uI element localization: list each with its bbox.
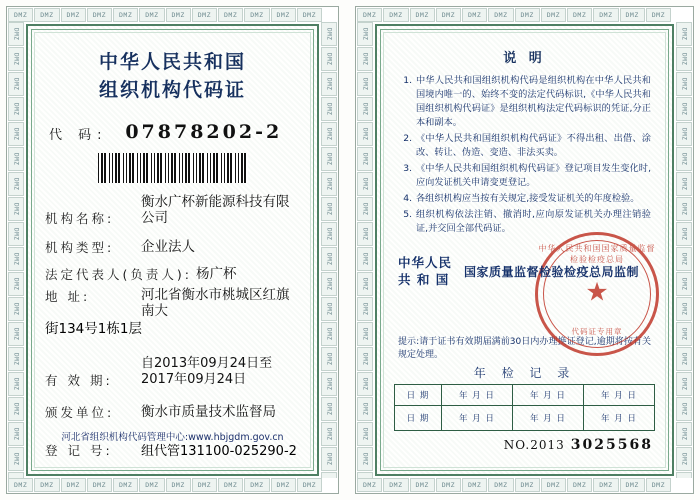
table-header-cell: 年 月 日 [441, 406, 512, 431]
pattern-cell: DMZ [676, 197, 692, 221]
pattern-cell: DMZ [321, 422, 337, 446]
table-header-cell: 年 月 日 [512, 406, 583, 431]
list-item [398, 132, 651, 160]
pattern-cell: DMZ [357, 8, 382, 22]
pattern-cell: DMZ [8, 322, 24, 346]
field-address [45, 287, 300, 320]
seal-bottom-text: 代码证专用章 [571, 327, 623, 336]
list-item-number: 3. [403, 163, 412, 174]
table-header-cell: 年 月 日 [583, 385, 654, 406]
pattern-cell: DMZ [87, 478, 112, 492]
certificate-title-line1: 中华人民共和国 [98, 51, 246, 73]
pattern-cell: DMZ [8, 97, 24, 121]
issuing-authority-value: 衡水市质量技术监督局 [141, 404, 276, 420]
pattern-cell: DMZ [321, 297, 337, 321]
list-item-text: 《中华人民共和国组织机构代码证》不得出租、出借、涂改、转让、伪造、变造、非法买卖。 [416, 133, 651, 158]
registration-number-label: 登 记 号: [45, 443, 113, 458]
pattern-cell: DMZ [676, 397, 692, 421]
website-note: 河北省组织机构代码管理中心:www.hbjgdm.gov.cn [61, 432, 284, 443]
pattern-cell: DMZ [34, 478, 59, 492]
code-row [45, 121, 300, 143]
code-value: 07878202-2 [125, 121, 283, 143]
pattern-cell [357, 472, 373, 478]
pattern-cell: DMZ [321, 122, 337, 146]
annual-inspection-title: 年 检 记 录 [473, 366, 576, 380]
pattern-row-bottom [8, 478, 337, 492]
pattern-cell [8, 472, 24, 478]
pattern-cell: DMZ [357, 147, 373, 171]
pattern-cell: DMZ [357, 272, 373, 296]
code-label: 代 码: [49, 128, 108, 143]
pattern-cell: DMZ [271, 8, 296, 22]
official-seal-stamp [535, 232, 659, 356]
list-item-text: 各组织机构应当按有关规定,接受发证机关的年度检验。 [416, 193, 640, 204]
organization-code-certificate-front [6, 6, 339, 494]
field-legal-representative [45, 265, 300, 283]
pattern-cell: DMZ [321, 147, 337, 171]
pattern-cell: DMZ [676, 147, 692, 171]
pattern-cell: DMZ [321, 397, 337, 421]
pattern-cell: DMZ [462, 8, 487, 22]
pattern-cell: DMZ [321, 47, 337, 71]
pattern-cell: DMZ [271, 478, 296, 492]
list-item-text: 《中华人民共和国组织机构代码证》登记项目发生变化时,应向发证机关申请变更登记。 [416, 163, 651, 188]
pattern-cell: DMZ [8, 422, 24, 446]
registration-number-value: 组代管131100-025290-2 [141, 444, 297, 459]
pattern-cell: DMZ [593, 8, 618, 22]
pattern-cell: DMZ [321, 222, 337, 246]
pattern-cell: DMZ [8, 47, 24, 71]
renewal-tip: 提示:请于证书有效期届满前30日内办理换证登记,逾期将按有关规定处理。 [398, 337, 651, 360]
legal-representative-label: 法定代表人(负责人): [45, 267, 192, 282]
pattern-cell: DMZ [357, 47, 373, 71]
pattern-cell: DMZ [676, 272, 692, 296]
pattern-cell: DMZ [321, 447, 337, 471]
pattern-cell: DMZ [8, 397, 24, 421]
pattern-cell: DMZ [218, 478, 243, 492]
pattern-cell: DMZ [8, 347, 24, 371]
pattern-cell: DMZ [383, 8, 408, 22]
pattern-col-left [357, 22, 373, 478]
pattern-cell: DMZ [357, 422, 373, 446]
pattern-cell: DMZ [34, 8, 59, 22]
pattern-cell: DMZ [567, 8, 592, 22]
pattern-cell: DMZ [139, 478, 164, 492]
pattern-cell: DMZ [8, 172, 24, 196]
pattern-cell: DMZ [321, 272, 337, 296]
field-issuing-authority [45, 403, 300, 421]
instructions-list [398, 74, 651, 236]
pattern-cell: DMZ [620, 478, 645, 492]
issuer-block [398, 254, 659, 288]
pattern-cell: DMZ [676, 347, 692, 371]
pattern-cell: DMZ [321, 172, 337, 196]
issuer-country-line2: 共 和 国 [398, 272, 450, 287]
pattern-cell: DMZ [357, 347, 373, 371]
list-item [398, 208, 651, 236]
pattern-cell: DMZ [357, 97, 373, 121]
field-registration-number [45, 440, 300, 459]
pattern-cell: DMZ [488, 478, 513, 492]
pattern-cell: DMZ [8, 447, 24, 471]
pattern-cell: DMZ [113, 478, 138, 492]
list-item [398, 162, 651, 190]
legal-representative-value: 杨广杯 [195, 266, 237, 282]
list-item-text: 中华人民共和国组织机构代码是组织机构在中华人民共和国境内唯一的、始终不变的法定代码标识,《中华人民共和国组织机构代码证》是组织机构法定代码标识的凭证,分正本和副本。 [416, 75, 651, 128]
pattern-cell: DMZ [383, 478, 408, 492]
address-value-line2: 街134号1栋1层 [45, 321, 142, 337]
pattern-cell: DMZ [357, 22, 373, 46]
pattern-cell: DMZ [541, 8, 566, 22]
pattern-cell: DMZ [676, 72, 692, 96]
list-item-text: 组织机构依法注销、撤消时,应向原发证机关办理注销验证,并交回全部代码证。 [416, 209, 651, 234]
issuing-authority-label: 颁发单位: [45, 405, 115, 420]
pattern-cell: DMZ [410, 8, 435, 22]
pattern-cell: DMZ [515, 478, 540, 492]
pattern-cell: DMZ [541, 478, 566, 492]
pattern-cell: DMZ [436, 8, 461, 22]
pattern-cell: DMZ [676, 297, 692, 321]
pattern-col-right [321, 22, 337, 478]
pattern-cell: DMZ [8, 222, 24, 246]
pattern-cell: DMZ [357, 322, 373, 346]
pattern-cell: DMZ [357, 372, 373, 396]
organization-type-value: 企业法人 [141, 239, 195, 255]
pattern-cell: DMZ [515, 8, 540, 22]
pattern-cell: DMZ [676, 372, 692, 396]
pattern-cell: DMZ [620, 8, 645, 22]
pattern-cell: DMZ [357, 172, 373, 196]
pattern-cell: DMZ [357, 197, 373, 221]
pattern-cell: DMZ [488, 8, 513, 22]
pattern-cell: DMZ [244, 478, 269, 492]
certificate-number-value: 3025568 [570, 437, 653, 453]
pattern-cell: DMZ [8, 247, 24, 271]
pattern-cell: DMZ [676, 447, 692, 471]
pattern-cell: DMZ [61, 478, 86, 492]
pattern-cell: DMZ [8, 372, 24, 396]
pattern-cell: DMZ [8, 197, 24, 221]
pattern-cell: DMZ [410, 478, 435, 492]
pattern-cell: DMZ [8, 147, 24, 171]
pattern-cell: DMZ [61, 8, 86, 22]
field-valid-period [45, 356, 300, 389]
certificate-title-line2: 组织机构代码证 [98, 79, 246, 101]
list-item [398, 192, 651, 206]
pattern-cell: DMZ [321, 347, 337, 371]
pattern-cell: DMZ [676, 47, 692, 71]
pattern-cell: DMZ [357, 72, 373, 96]
pattern-cell: DMZ [357, 478, 382, 492]
pattern-cell: DMZ [357, 122, 373, 146]
seal-top-text: 中华人民共和国国家质量监督检验检疫总局 [538, 244, 656, 264]
field-organization-name [45, 194, 300, 227]
pattern-cell: DMZ [357, 247, 373, 271]
list-item [398, 74, 651, 130]
pattern-cell: DMZ [676, 172, 692, 196]
pattern-cell: DMZ [357, 222, 373, 246]
table-cell-date-label: 日 期 [395, 406, 442, 431]
issuer-organization: 国家质量监督检验检疫总局监制 [464, 264, 640, 279]
pattern-cell: DMZ [87, 8, 112, 22]
pattern-col-right [676, 22, 692, 478]
pattern-cell: DMZ [8, 478, 33, 492]
pattern-cell: DMZ [567, 478, 592, 492]
pattern-cell: DMZ [676, 247, 692, 271]
pattern-cell: DMZ [218, 8, 243, 22]
table-cell-date-label: 日 期 [395, 385, 442, 406]
issuer-country [398, 254, 460, 288]
pattern-cell: DMZ [676, 422, 692, 446]
table-row [395, 385, 655, 406]
pattern-cell: DMZ [676, 122, 692, 146]
star-icon: ★ [585, 277, 609, 308]
pattern-cell: DMZ [676, 22, 692, 46]
seal-and-issuer-area [394, 238, 655, 334]
certificate-number-row [394, 437, 655, 453]
pattern-cell: DMZ [676, 97, 692, 121]
pattern-cell: DMZ [139, 8, 164, 22]
pattern-cell: DMZ [357, 297, 373, 321]
list-item-number: 1. [403, 75, 412, 86]
pattern-cell: DMZ [676, 222, 692, 246]
certificate-inner-frame-right [375, 24, 674, 476]
pattern-cell: DMZ [8, 8, 33, 22]
pattern-cell: DMZ [297, 8, 322, 22]
list-item-number: 4. [403, 193, 412, 204]
list-item-number: 5. [403, 209, 412, 220]
pattern-cell: DMZ [192, 8, 217, 22]
pattern-cell: DMZ [321, 372, 337, 396]
pattern-cell: DMZ [8, 272, 24, 296]
pattern-cell: DMZ [321, 97, 337, 121]
pattern-cell: DMZ [8, 22, 24, 46]
address-label: 地 址: [45, 289, 91, 304]
pattern-col-left [8, 22, 24, 478]
pattern-cell [676, 472, 692, 478]
pattern-cell: DMZ [192, 478, 217, 492]
pattern-row-bottom [357, 478, 692, 492]
pattern-cell: DMZ [8, 122, 24, 146]
pattern-cell: DMZ [321, 22, 337, 46]
pattern-cell: DMZ [113, 8, 138, 22]
seal-inner-ring [543, 240, 651, 348]
list-item-number: 2. [403, 133, 412, 144]
valid-period-label: 有 效 期: [45, 373, 113, 388]
organization-name-label: 机构名称: [45, 211, 115, 226]
pattern-cell: DMZ [321, 247, 337, 271]
pattern-cell: DMZ [321, 322, 337, 346]
pattern-cell: DMZ [166, 478, 191, 492]
pattern-cell: DMZ [676, 322, 692, 346]
table-row [395, 406, 655, 431]
pattern-cell: DMZ [321, 197, 337, 221]
instructions-heading: 说 明 [503, 51, 546, 66]
pattern-cell: DMZ [462, 478, 487, 492]
pattern-cell: DMZ [593, 478, 618, 492]
address-value-line1: 河北省衡水市桃城区红旗南大 [141, 287, 290, 319]
pattern-cell: DMZ [8, 297, 24, 321]
pattern-cell: DMZ [244, 8, 269, 22]
certificate-number-label: NO.2013 [503, 438, 565, 452]
certificate-inner-frame-left [26, 24, 319, 476]
organization-code-certificate-back [355, 6, 694, 494]
certificate-content-left [37, 35, 308, 465]
pattern-cell: DMZ [8, 72, 24, 96]
certificate-content-right [386, 35, 663, 465]
table-header-cell: 年 月 日 [512, 385, 583, 406]
pattern-cell: DMZ [297, 478, 322, 492]
pattern-cell: DMZ [321, 72, 337, 96]
barcode-image [98, 153, 248, 183]
annual-inspection-table [394, 384, 655, 431]
table-header-cell: 年 月 日 [441, 385, 512, 406]
pattern-cell: DMZ [646, 478, 671, 492]
issuer-country-line1: 中华人民 [398, 255, 453, 270]
pattern-cell: DMZ [166, 8, 191, 22]
valid-period-value: 自2013年09月24日至2017年09月24日 [141, 356, 273, 387]
field-organization-type [45, 238, 300, 256]
pattern-cell: DMZ [436, 478, 461, 492]
pattern-cell: DMZ [646, 8, 671, 22]
pattern-cell: DMZ [357, 447, 373, 471]
pattern-row-top [8, 8, 337, 22]
organization-name-value: 衡水广杯新能源科技有限公司 [141, 194, 290, 226]
organization-type-label: 机构类型: [45, 240, 115, 255]
table-header-cell: 年 月 日 [583, 406, 654, 431]
pattern-cell [321, 472, 337, 478]
pattern-row-top [357, 8, 692, 22]
pattern-cell: DMZ [357, 397, 373, 421]
